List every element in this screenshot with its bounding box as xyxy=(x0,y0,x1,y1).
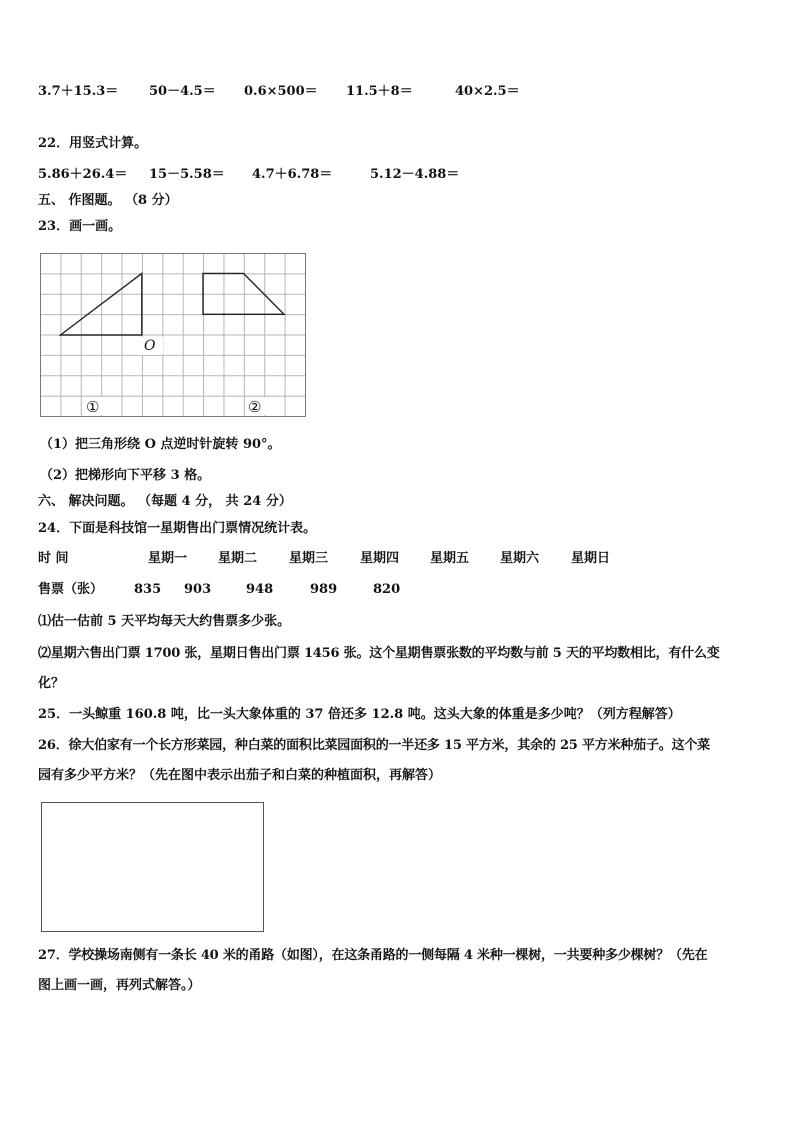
q22-row xyxy=(38,167,758,183)
q22-item: 5.12－4.88＝ xyxy=(370,167,460,182)
table-day: 星期四 xyxy=(360,551,400,566)
q26-line2: 园有多少平方米？（先在图中表示出茄子和白菜的种植面积，再解答） xyxy=(38,768,442,783)
q27-line1: 27．学校操场南侧有一条长 40 米的甬路（如图），在这条甬路的一侧每隔 4 米种一棵树，一共要种多少棵树？（先在 xyxy=(38,948,708,963)
q22-item: 4.7＋6.78＝ xyxy=(252,167,333,182)
table-day: 星期三 xyxy=(289,551,329,566)
q23-title: 23．画一画。 xyxy=(38,219,122,234)
q21-item: 3.7＋15.3＝ xyxy=(38,84,119,99)
q22-title: 22．用竖式计算。 xyxy=(38,136,148,151)
figure-label-1: ① xyxy=(86,398,100,416)
table-day: 星期一 xyxy=(148,551,188,566)
q23-grid-figure xyxy=(40,253,308,419)
section6-title: 六、 解决问题。 （每题 4 分， 共 24 分） xyxy=(38,494,292,509)
table-value: 989 xyxy=(310,582,338,597)
triangle-shape xyxy=(60,273,141,335)
table-value: 820 xyxy=(373,582,401,597)
q22-item: 5.86＋26.4＝ xyxy=(38,167,128,182)
table-row1-header: 时 间 xyxy=(38,551,69,566)
q21-item: 50－4.5＝ xyxy=(149,84,216,99)
table-value: 948 xyxy=(246,582,274,597)
table-day: 星期五 xyxy=(430,551,470,566)
section5-title: 五、 作图题。 （8 分） xyxy=(38,193,178,208)
q21-row xyxy=(38,84,758,100)
q26-line1: 26．徐大伯家有一个长方形菜园，种白菜的面积比菜园面积的一半还多 15 平方米，其余的 25 平方米种茄子。这个菜 xyxy=(38,738,710,753)
table-value: 835 xyxy=(134,582,162,597)
garden-rectangle xyxy=(41,802,264,932)
q25-text: 25．一头鲸重 160.8 吨，比一头大象体重的 37 倍还多 12.8 吨。这头大象的体重是多少吨？（列方程解答） xyxy=(38,707,681,722)
q22-item: 15－5.58＝ xyxy=(149,167,225,182)
q24-sub2-line2: 化？ xyxy=(38,676,65,691)
point-o-label: O xyxy=(144,338,156,354)
table-day: 星期日 xyxy=(571,551,611,566)
q21-item: 11.5＋8＝ xyxy=(346,84,413,99)
table-day: 星期二 xyxy=(218,551,258,566)
q24-table xyxy=(38,551,758,599)
table-day: 星期六 xyxy=(500,551,540,566)
table-value: 903 xyxy=(184,582,212,597)
q24-sub2-line1: ⑵星期六售出门票 1700 张，星期日售出门票 1456 张。这个星期售票张数的平均数与前 5 天的平均数相比，有什么变 xyxy=(38,646,720,661)
q23-sub1: （1）把三角形绕 O 点逆时针旋转 90°。 xyxy=(40,437,281,452)
q24-title: 24．下面是科技馆一星期售出门票情况统计表。 xyxy=(38,521,317,536)
q21-item: 40×2.5＝ xyxy=(455,84,520,99)
q23-sub2: （2）把梯形向下平移 3 格。 xyxy=(40,468,211,483)
q21-item: 0.6×500＝ xyxy=(244,84,318,99)
table-row2-header: 售票（张） xyxy=(38,582,104,597)
q24-sub1: ⑴估一估前 5 天平均每天大约售票多少张。 xyxy=(38,614,291,629)
q27-line2: 图上画一画，再列式解答。） xyxy=(38,978,201,993)
figure-label-2: ② xyxy=(248,398,262,416)
